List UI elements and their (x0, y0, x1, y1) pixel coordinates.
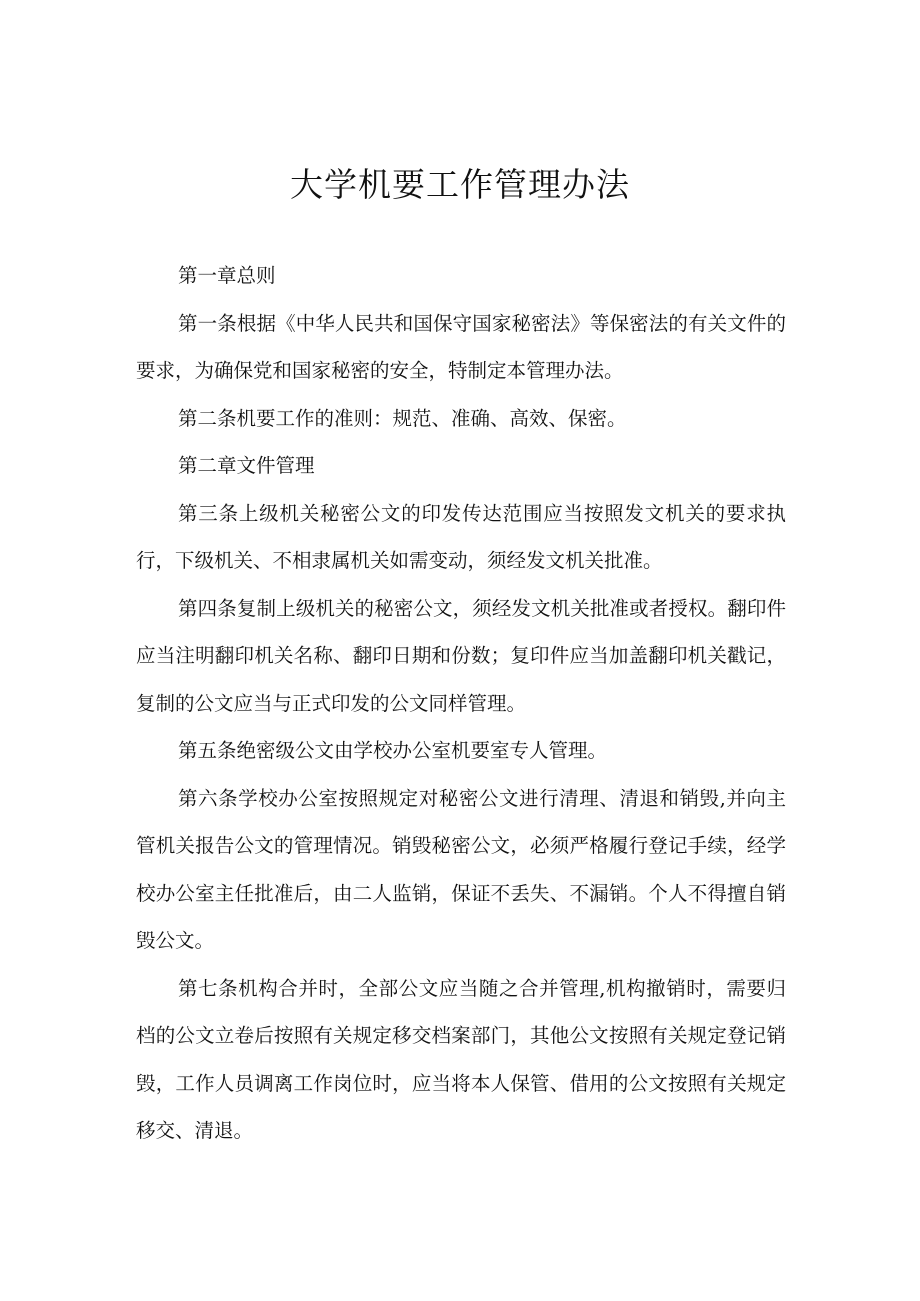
article-5: 第五条绝密级公文由学校办公室机要室专人管理。 (178, 739, 608, 762)
article-3: 第三条上级机关秘密公文的印发传达范围应当按照发文机关的要求执行，下级机关、不相隶属机关如需变动，须经发文机关批准。 (136, 501, 786, 572)
article-6: 第六条学校办公室按照规定对秘密公文进行清理、清退和销毁,并向主管机关报告公文的管理情况。销毁秘密公文，必须严格履行登记手续，经学校办公室主任批准后，由二人监销，保证不丢失、不漏销。个人不得擅自销毁公文。 (136, 786, 786, 952)
article-4: 第四条复制上级机关的秘密公文，须经发文机关批准或者授权。翻印件应当注明翻印机关名称、翻印日期和份数；复印件应当加盖翻印机关戳记，复制的公文应当与正式印发的公文同样管理。 (136, 596, 786, 715)
article-1: 第一条根据《中华人民共和国保守国家秘密法》等保密法的有关文件的要求，为确保党和国家秘密的安全，特制定本管理办法。 (136, 311, 786, 382)
document-title: 大学机要工作管理办法 (290, 165, 630, 204)
article-2: 第二条机要工作的准则：规范、准确、高效、保密。 (178, 406, 627, 430)
chapter-heading-1: 第一章总则 (178, 264, 276, 287)
chapter-heading-2: 第二章文件管理 (178, 454, 315, 477)
document-body (136, 252, 786, 1155)
article-7: 第七条机构合并时，全部公文应当随之合并管理,机构撤销时，需要归档的公文立卷后按照有关规定移交档案部门，其他公文按照有关规定登记销毁，工作人员调离工作岗位时，应当将本人保管、借用的公文按照有关规定移交、清退。 (136, 976, 786, 1142)
